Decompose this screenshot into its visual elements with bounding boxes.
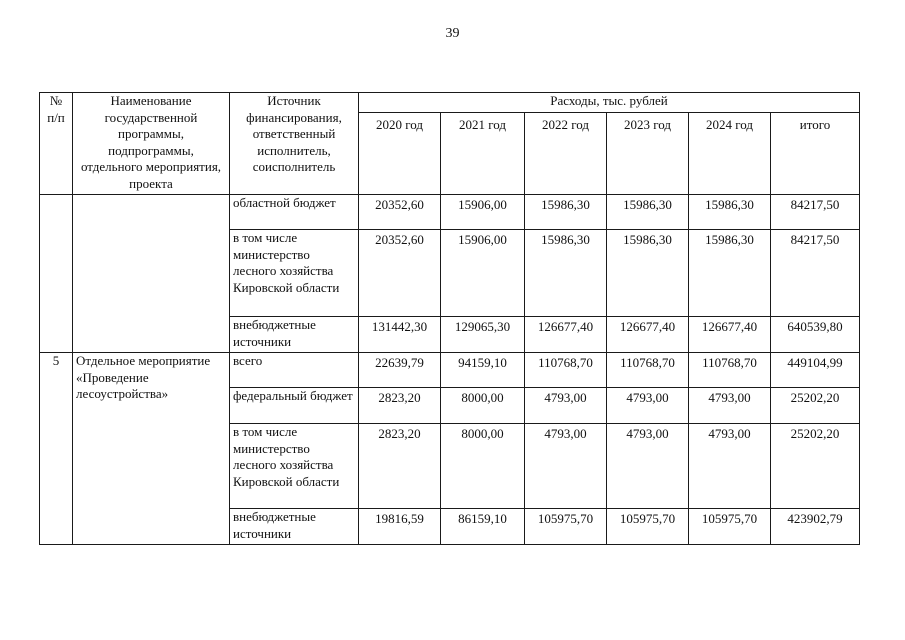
table-row (40, 353, 860, 388)
value-cell: 4793,00 (525, 424, 607, 509)
header-name: Наименование государственной программы, подпрограммы, отдельного мероприятия, проекта (73, 93, 230, 195)
value-cell: 110768,70 (607, 353, 689, 388)
header-total: итого (771, 113, 860, 195)
total-cell: 84217,50 (771, 230, 860, 317)
value-cell: 20352,60 (359, 230, 441, 317)
source-cell: областной бюджет (230, 195, 359, 230)
value-cell: 110768,70 (525, 353, 607, 388)
name-cell (73, 195, 230, 353)
value-cell: 15986,30 (525, 195, 607, 230)
header-year: 2024 год (689, 113, 771, 195)
source-cell: в том числе министерство лесного хозяйства Кировской области (230, 424, 359, 509)
value-cell: 8000,00 (441, 424, 525, 509)
total-cell: 423902,79 (771, 509, 860, 545)
source-cell: внебюджетные источники (230, 509, 359, 545)
number-cell: 5 (40, 353, 73, 545)
value-cell: 110768,70 (689, 353, 771, 388)
source-cell: федеральный бюджет (230, 388, 359, 424)
value-cell: 15986,30 (689, 230, 771, 317)
value-cell: 20352,60 (359, 195, 441, 230)
value-cell: 129065,30 (441, 317, 525, 353)
value-cell: 2823,20 (359, 388, 441, 424)
value-cell: 22639,79 (359, 353, 441, 388)
value-cell: 4793,00 (689, 424, 771, 509)
value-cell: 15986,30 (607, 195, 689, 230)
value-cell: 4793,00 (607, 424, 689, 509)
expenses-table (39, 92, 860, 545)
total-cell: 640539,80 (771, 317, 860, 353)
value-cell: 8000,00 (441, 388, 525, 424)
value-cell: 4793,00 (689, 388, 771, 424)
value-cell: 2823,20 (359, 424, 441, 509)
value-cell: 19816,59 (359, 509, 441, 545)
total-cell: 84217,50 (771, 195, 860, 230)
value-cell: 15986,30 (689, 195, 771, 230)
value-cell: 86159,10 (441, 509, 525, 545)
value-cell: 105975,70 (607, 509, 689, 545)
value-cell: 105975,70 (525, 509, 607, 545)
header-number: № п/п (40, 93, 73, 195)
source-cell: внебюджетные источники (230, 317, 359, 353)
value-cell: 15986,30 (607, 230, 689, 317)
header-year: 2023 год (607, 113, 689, 195)
number-cell (40, 195, 73, 353)
total-cell: 25202,20 (771, 424, 860, 509)
total-cell: 449104,99 (771, 353, 860, 388)
table-row (40, 195, 860, 230)
source-cell: в том числе министерство лесного хозяйства Кировской области (230, 230, 359, 317)
header-year: 2021 год (441, 113, 525, 195)
value-cell: 126677,40 (689, 317, 771, 353)
header-year: 2020 год (359, 113, 441, 195)
value-cell: 4793,00 (525, 388, 607, 424)
value-cell: 15906,00 (441, 230, 525, 317)
value-cell: 105975,70 (689, 509, 771, 545)
value-cell: 131442,30 (359, 317, 441, 353)
value-cell: 94159,10 (441, 353, 525, 388)
page-number: 39 (445, 26, 460, 41)
header-source: Источник финансирования, ответственный исполнитель, соисполнитель (230, 93, 359, 195)
value-cell: 126677,40 (607, 317, 689, 353)
value-cell: 4793,00 (607, 388, 689, 424)
header-year: 2022 год (525, 113, 607, 195)
value-cell: 126677,40 (525, 317, 607, 353)
value-cell: 15986,30 (525, 230, 607, 317)
name-cell: Отдельное мероприятие «Проведение лесоустройства» (73, 353, 230, 545)
value-cell: 15906,00 (441, 195, 525, 230)
header-expenses: Расходы, тыс. рублей (359, 93, 860, 113)
source-cell: всего (230, 353, 359, 388)
total-cell: 25202,20 (771, 388, 860, 424)
